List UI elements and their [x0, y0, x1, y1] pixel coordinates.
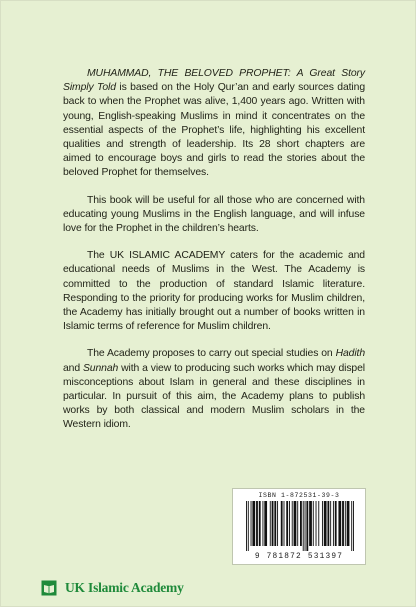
barcode-bar [281, 501, 283, 546]
publisher-imprint [41, 578, 184, 598]
barcode-bar [286, 501, 288, 546]
blurb-paragraph-4 [63, 347, 365, 432]
hadith-term: Hadith [335, 348, 365, 360]
barcode-bar [300, 501, 302, 546]
barcode-bar [327, 501, 329, 546]
barcode-bar [294, 501, 297, 546]
barcode-bar [306, 501, 308, 551]
barcode-bar [289, 501, 290, 546]
isbn-barcode [232, 488, 366, 565]
barcode-bar [324, 501, 327, 546]
barcode-bar [318, 501, 319, 546]
barcode-bar [338, 501, 341, 546]
barcode-bar [284, 501, 285, 546]
barcode-bar [272, 501, 274, 546]
barcode-bar [330, 501, 331, 546]
barcode-bars [246, 501, 354, 551]
barcode-bar [259, 501, 261, 546]
isbn-number: ISBN 1-872531-39-3 [258, 492, 340, 499]
barcode-bar [303, 501, 304, 551]
barcode-bar [342, 501, 344, 546]
blurb-text [63, 67, 365, 446]
blurb-paragraph-4-text-b: and [63, 362, 83, 374]
blurb-paragraph-4-text-a: The Academy proposes to carry out special studies on [87, 348, 336, 360]
barcode-bar [248, 501, 249, 551]
barcode-bar [313, 501, 314, 546]
open-book-logo-icon [41, 580, 57, 596]
ean-number: 9 781872 531397 [254, 553, 344, 561]
publisher-name: UK Islamic Academy [65, 580, 184, 595]
barcode-bar [305, 501, 306, 551]
barcode-bar [292, 501, 293, 546]
barcode-bar [246, 501, 247, 551]
blurb-paragraph-1 [63, 67, 365, 181]
barcode-bar [262, 501, 263, 546]
barcode-bar [270, 501, 271, 546]
barcode-bar [277, 501, 278, 546]
barcode-bar [309, 501, 312, 546]
barcode-bar [251, 501, 252, 546]
barcode-bar [353, 501, 354, 551]
barcode-bar [345, 501, 346, 546]
blurb-paragraph-1-text: is based on the Holy Qur’an and early sources dating back to when the Prophet was alive, 1,400 years ago. Written with young, English-speaking Muslims in mind it concentrates on the essential aspects of the Prophet’s life, highlighting his excellent qualities and strength of leadership. Its 28 short chapters are aimed to encourage boys and girls to read the stories about the beloved Prophet for themselves. [63, 82, 365, 179]
barcode-bar [264, 501, 267, 546]
blurb-paragraph-3: The UK ISLAMIC ACADEMY caters for the academic and educational needs of Muslims in the West. The Academy is committed to the production of standard Islamic literature. Responding to the priority for producing works for Muslim children, the Academy has initially brought out a number of books written in Islamic terms of reference for Muslim children. [63, 250, 365, 333]
barcode-bar [297, 501, 298, 546]
barcode-bar [347, 501, 350, 546]
barcode-bar [322, 501, 323, 546]
barcode-bar [351, 501, 352, 551]
blurb-paragraph-4-text-c: with a view to producing such works which may dispel misconceptions about Islam in general and these disciplines in particular. In pursuit of this aim, the Academy plans to publish works by both classical and modern Muslim scholars in the Western idiom. [63, 362, 365, 431]
barcode-bar [252, 501, 255, 546]
barcode-bar [256, 501, 258, 546]
barcode-bar [335, 501, 337, 546]
book-title: MUHAMMAD, THE BELOVED PROPHET: A Great Story Simply Told [63, 68, 365, 94]
barcode-bar [316, 501, 317, 546]
blurb-paragraph-2: This book will be useful for all those who are concerned with educating young Muslims in the English language, and will infuse love for the Prophet in the children’s hearts. [63, 194, 365, 235]
barcode-bar [333, 501, 334, 546]
sunnah-term: Sunnah [82, 362, 119, 374]
barcode-bar [274, 501, 276, 546]
